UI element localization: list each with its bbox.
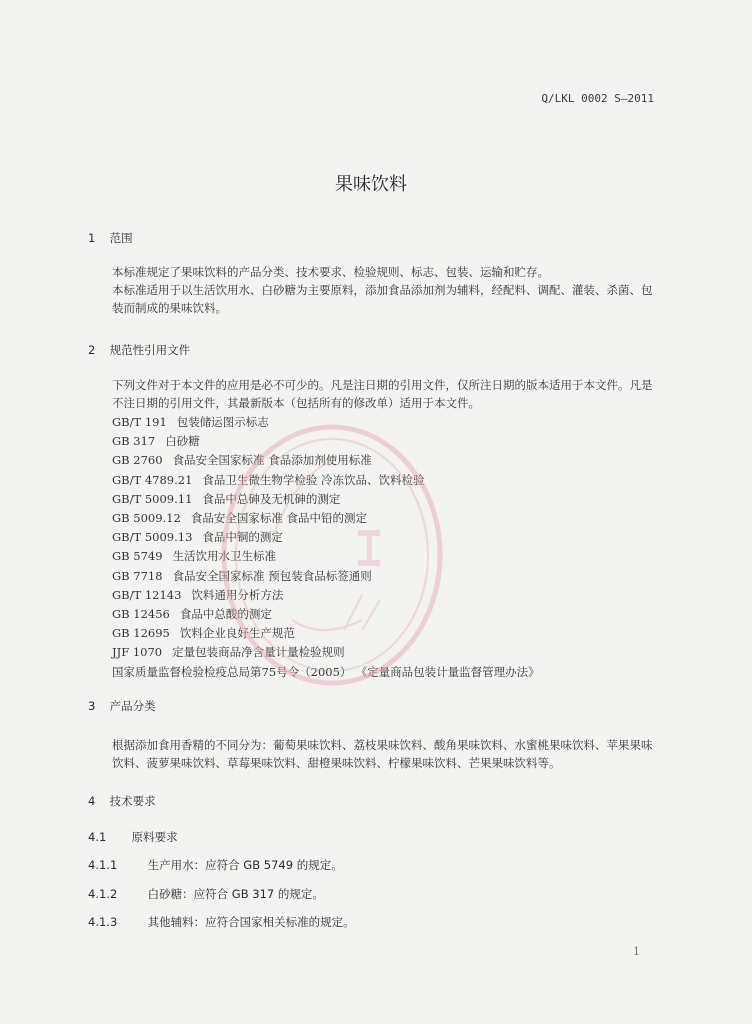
reference-name: 食品中铜的测定 bbox=[202, 530, 283, 545]
section-title: 范围 bbox=[109, 231, 133, 245]
paragraph: 下列文件对于本文件的应用是必不可少的。凡是注日期的引用文件，仅所注日期的版本适用于本文件。凡是不注日期的引用文件，其最新版本（包括所有的修改单）适用于本文件。 bbox=[112, 378, 653, 410]
section-number: 3 bbox=[88, 699, 96, 713]
reference-item bbox=[112, 567, 540, 586]
reference-item bbox=[112, 624, 540, 643]
paragraph: 本标准规定了果味饮料的产品分类、技术要求、检验规则、标志、包装、运输和贮存。 bbox=[112, 265, 549, 279]
reference-item bbox=[112, 432, 540, 451]
reference-item bbox=[112, 605, 540, 624]
reference-item bbox=[112, 663, 540, 682]
clause-text: 其他辅料：应符合国家相关标准的规定。 bbox=[147, 915, 355, 929]
reference-code: JJF 1070 bbox=[112, 645, 163, 660]
reference-code: GB/T 4789.21 bbox=[112, 472, 193, 487]
clause-item bbox=[88, 857, 343, 873]
subsection-4-1-heading bbox=[88, 829, 178, 845]
reference-code: GB/T 5009.13 bbox=[112, 530, 193, 545]
subsection-number: 4.1 bbox=[88, 830, 107, 844]
paragraph: 本标准适用于以生活饮用水、白砂糖为主要原料，添加食品添加剂为辅料，经配料、调配、灌装、杀菌、包装而制成的果味饮料。 bbox=[112, 283, 653, 315]
section-number: 4 bbox=[88, 794, 96, 808]
reference-name: 食品卫生微生物学检验 冷冻饮品、饮料检验 bbox=[202, 472, 425, 487]
reference-item bbox=[112, 451, 540, 470]
reference-code: GB/T 191 bbox=[112, 415, 167, 429]
reference-item bbox=[112, 490, 540, 509]
reference-item bbox=[112, 643, 540, 662]
reference-name: 食品中总酸的测定 bbox=[179, 607, 272, 622]
reference-name: 饮料企业良好生产规范 bbox=[179, 626, 295, 641]
clause-text: 生产用水：应符合 GB 5749 的规定。 bbox=[147, 858, 343, 872]
reference-name: 包装储运图示标志 bbox=[176, 415, 269, 429]
section-3-heading bbox=[88, 698, 156, 714]
section-number: 2 bbox=[88, 343, 96, 357]
clause-item bbox=[88, 914, 355, 930]
reference-code: GB 5009.12 bbox=[112, 511, 181, 526]
reference-code: GB 317 bbox=[112, 434, 156, 449]
clause-text: 白砂糖：应符合 GB 317 的规定。 bbox=[147, 887, 324, 901]
reference-name: 饮料通用分析方法 bbox=[191, 587, 284, 602]
section-4-heading bbox=[88, 793, 156, 809]
reference-name: 定量包装商品净含量计量检验规则 bbox=[172, 645, 345, 660]
section-1-body bbox=[88, 263, 658, 317]
reference-code: GB 2760 bbox=[112, 453, 163, 468]
reference-code: GB 5749 bbox=[112, 549, 163, 564]
reference-code: GB 12695 bbox=[112, 626, 170, 641]
section-title: 技术要求 bbox=[109, 794, 156, 808]
reference-list bbox=[112, 413, 540, 682]
reference-item bbox=[112, 528, 540, 547]
reference-item bbox=[112, 586, 540, 605]
section-2-heading bbox=[88, 342, 190, 358]
reference-name: 食品安全国家标准 食品添加剂使用标准 bbox=[172, 453, 372, 468]
document-code: Q/LKL 0002 S—2011 bbox=[541, 92, 654, 105]
clause-number: 4.1.1 bbox=[88, 858, 118, 872]
reference-code: GB/T 5009.11 bbox=[112, 491, 193, 506]
reference-code: GB 7718 bbox=[112, 568, 163, 583]
paragraph: 根据添加食用香精的不同分为：葡萄果味饮料、荔枝果味饮料、酸角果味饮料、水蜜桃果味饮料、苹果果味饮料、菠萝果味饮料、草莓果味饮料、甜橙果味饮料、柠檬果味饮料、芒果果味饮料等。 bbox=[112, 738, 653, 770]
section-1-heading bbox=[88, 230, 133, 246]
reference-name: 白砂糖 bbox=[165, 434, 200, 449]
reference-code: GB/T 12143 bbox=[112, 587, 182, 602]
subsection-title: 原料要求 bbox=[131, 830, 178, 844]
page-number: 1 bbox=[633, 945, 640, 958]
section-number: 1 bbox=[88, 231, 96, 245]
clause-item bbox=[88, 886, 324, 902]
reference-item bbox=[112, 471, 540, 490]
page-title: 果味饮料 bbox=[335, 174, 407, 195]
reference-name: 食品安全国家标准 食品中铅的测定 bbox=[190, 511, 368, 526]
section-title: 规范性引用文件 bbox=[109, 343, 191, 357]
reference-code: 国家质量监督检验检疫总局第75号令（2005） bbox=[112, 664, 352, 679]
reference-item bbox=[112, 509, 540, 528]
reference-name: 食品中总砷及无机砷的测定 bbox=[202, 491, 341, 506]
reference-code: GB 12456 bbox=[112, 607, 170, 622]
reference-item bbox=[112, 413, 540, 432]
section-2-intro bbox=[88, 376, 658, 412]
reference-item bbox=[112, 547, 540, 566]
clause-number: 4.1.2 bbox=[88, 887, 118, 901]
reference-name: 食品安全国家标准 预包装食品标签通则 bbox=[172, 568, 372, 583]
reference-name: 《定量商品包装计量监督管理办法》 bbox=[361, 664, 540, 679]
reference-name: 生活饮用水卫生标准 bbox=[172, 549, 277, 564]
section-3-body bbox=[88, 736, 658, 772]
clause-number: 4.1.3 bbox=[88, 915, 118, 929]
section-title: 产品分类 bbox=[109, 699, 156, 713]
